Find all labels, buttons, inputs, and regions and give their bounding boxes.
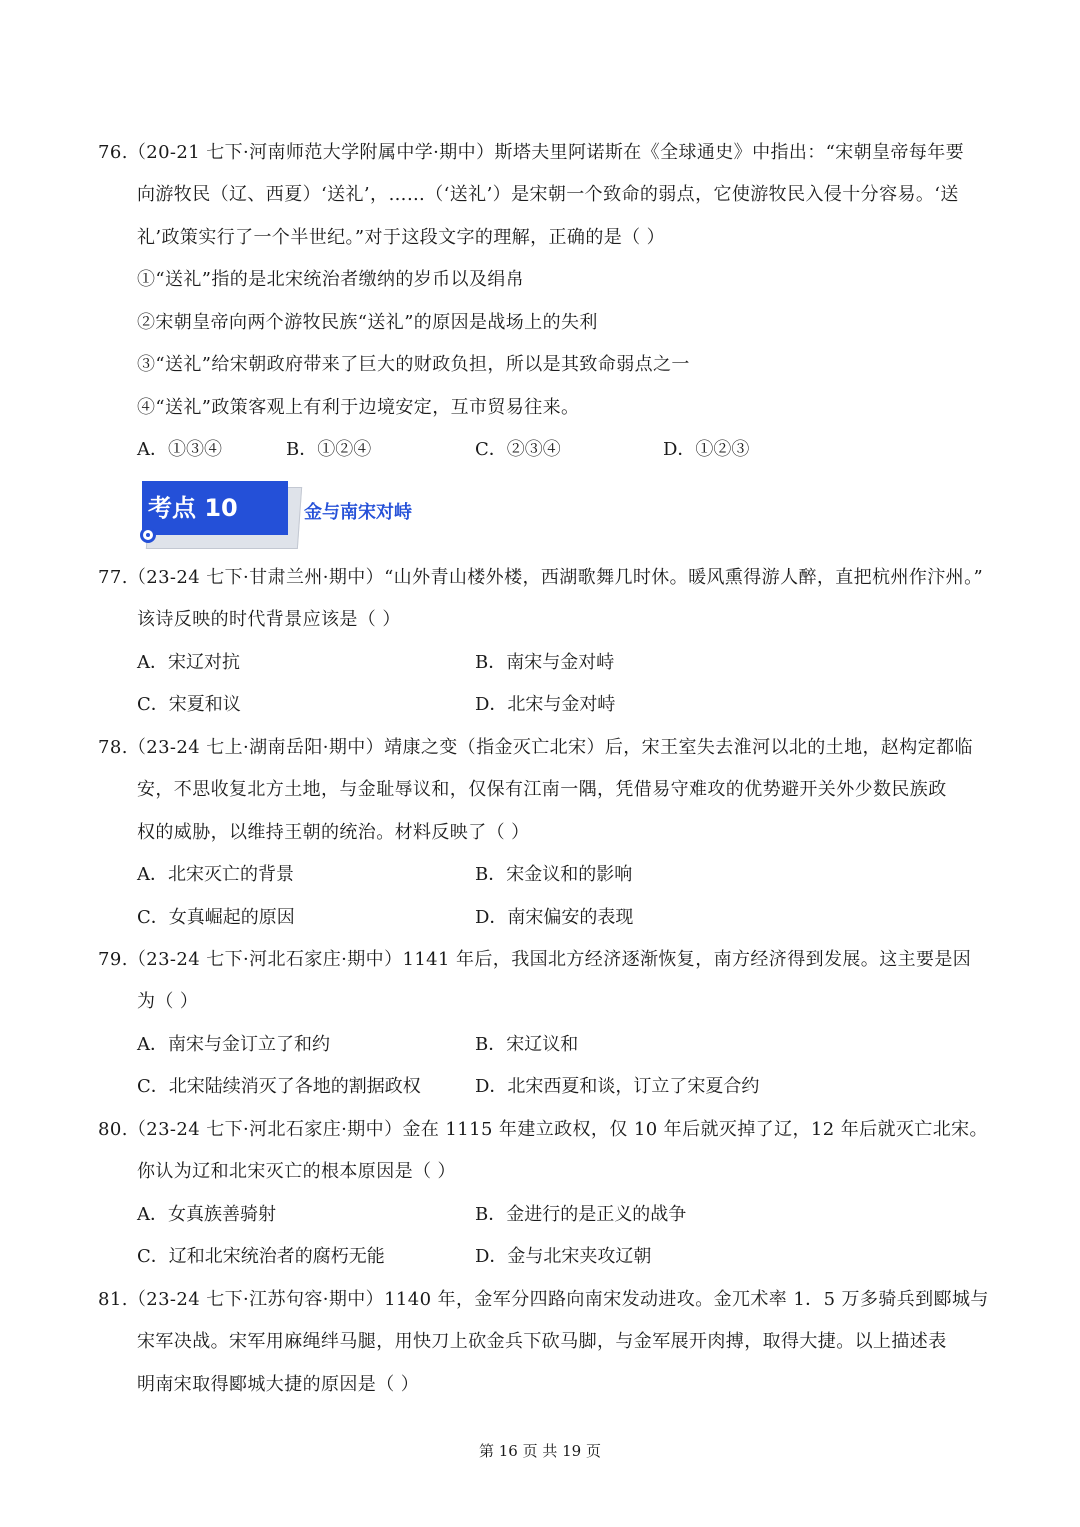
question-77-line-1: 77.（23-24 七下·甘肃兰州·期中）“山外青山楼外楼，西湖歌舞几时休。暖风熏得游人醉，直把杭州作汴州。” <box>98 567 984 588</box>
section-badge <box>138 481 300 549</box>
question-76-statement-3: ③“送礼”给宋朝政府带来了巨大的财政负担，所以是其致命弱点之一 <box>137 354 690 375</box>
question-76-line-2: 向游牧民（辽、西夏）‘送礼’，……（‘送礼’）是宋朝一个致命的弱点，它使游牧民入侵十分容易。‘送 <box>137 184 959 205</box>
question-76-line-3: 礼’政策实行了一个半世纪。”对于这段文字的理解，正确的是（ ） <box>137 227 666 248</box>
question-76-statement-4: ④“送礼”政策客观上有利于边境安定，互市贸易往来。 <box>137 397 580 418</box>
question-80-option-a: A．女真族善骑射 <box>137 1204 276 1225</box>
question-77-option-a: A．宋辽对抗 <box>137 652 240 673</box>
question-76-option-c: C．②③④ <box>475 439 561 460</box>
question-77-line-2: 该诗反映的时代背景应该是（ ） <box>137 609 401 630</box>
question-79-option-b: B．宋辽议和 <box>475 1034 579 1055</box>
question-76-line-1: 76.（20-21 七下·河南师范大学附属中学·期中）斯塔夫里阿诺斯在《全球通史》中指出：“宋朝皇帝每年要 <box>98 142 965 163</box>
question-80-option-c: C．辽和北宋统治者的腐朽无能 <box>137 1246 385 1267</box>
question-76-option-d: D．①②③ <box>663 439 750 460</box>
page-footer: 第 16 页 共 19 页 <box>478 1442 601 1460</box>
question-80-option-b: B．金进行的是正义的战争 <box>475 1204 687 1225</box>
question-81-line-2: 宋军决战。宋军用麻绳绊马腿，用快刀上砍金兵下砍马脚，与金军展开肉搏，取得大捷。以上描述表 <box>137 1331 947 1352</box>
question-80-option-d: D．金与北宋夹攻辽朝 <box>475 1246 652 1267</box>
question-79-line-2: 为（ ） <box>137 991 199 1012</box>
question-81-line-1: 81.（23-24 七下·江苏句容·期中）1140 年，金军分四路向南宋发动进攻。金兀术率 1．5 万多骑兵到郾城与 <box>98 1289 989 1310</box>
question-76-option-a: A．①③④ <box>137 439 222 460</box>
question-79-line-1: 79.（23-24 七下·河北石家庄·期中）1141 年后，我国北方经济逐渐恢复，南方经济得到发展。这主要是因 <box>98 949 972 970</box>
question-80-line-2: 你认为辽和北宋灭亡的根本原因是（ ） <box>137 1161 456 1182</box>
question-77-option-c: C．宋夏和议 <box>137 694 241 715</box>
question-76-statement-2: ②宋朝皇帝向两个游牧民族“送礼”的原因是战场上的失利 <box>137 312 598 333</box>
question-77-option-b: B．南宋与金对峙 <box>475 652 615 673</box>
question-78-option-d: D．南宋偏安的表现 <box>475 907 634 928</box>
badge-label: 考点 10 <box>148 494 238 522</box>
question-78-option-a: A．北宋灭亡的背景 <box>137 864 294 885</box>
badge-dot-icon <box>140 527 156 543</box>
question-79-option-a: A．南宋与金订立了和约 <box>137 1034 330 1055</box>
question-76-option-b: B．①②④ <box>286 439 372 460</box>
question-78-line-2: 安，不思收复北方土地，与金耻辱议和，仅保有江南一隅，凭借易守难攻的优势避开关外少数民族政 <box>137 779 947 800</box>
question-78-option-c: C．女真崛起的原因 <box>137 907 295 928</box>
question-80-line-1: 80.（23-24 七下·河北石家庄·期中）金在 1115 年建立政权，仅 10 年后就灭掉了辽，12 年后就灭亡北宋。 <box>98 1119 988 1140</box>
question-79-option-c: C．北宋陆续消灭了各地的割据政权 <box>137 1076 421 1097</box>
question-76-statement-1: ①“送礼”指的是北宋统治者缴纳的岁币以及绢帛 <box>137 269 525 290</box>
question-77-option-d: D．北宋与金对峙 <box>475 694 616 715</box>
question-79-option-d: D．北宋西夏和谈，订立了宋夏合约 <box>475 1076 760 1097</box>
question-78-option-b: B．宋金议和的影响 <box>475 864 633 885</box>
section-title: 金与南宋对峙 <box>304 502 412 523</box>
question-81-line-3: 明南宋取得郾城大捷的原因是（ ） <box>137 1374 420 1395</box>
question-78-line-3: 权的威胁，以维持王朝的统治。材料反映了（ ） <box>137 822 530 843</box>
question-78-line-1: 78.（23-24 七上·湖南岳阳·期中）靖康之变（指金灭亡北宋）后，宋王室失去淮河以北的土地，赵构定都临 <box>98 737 973 758</box>
